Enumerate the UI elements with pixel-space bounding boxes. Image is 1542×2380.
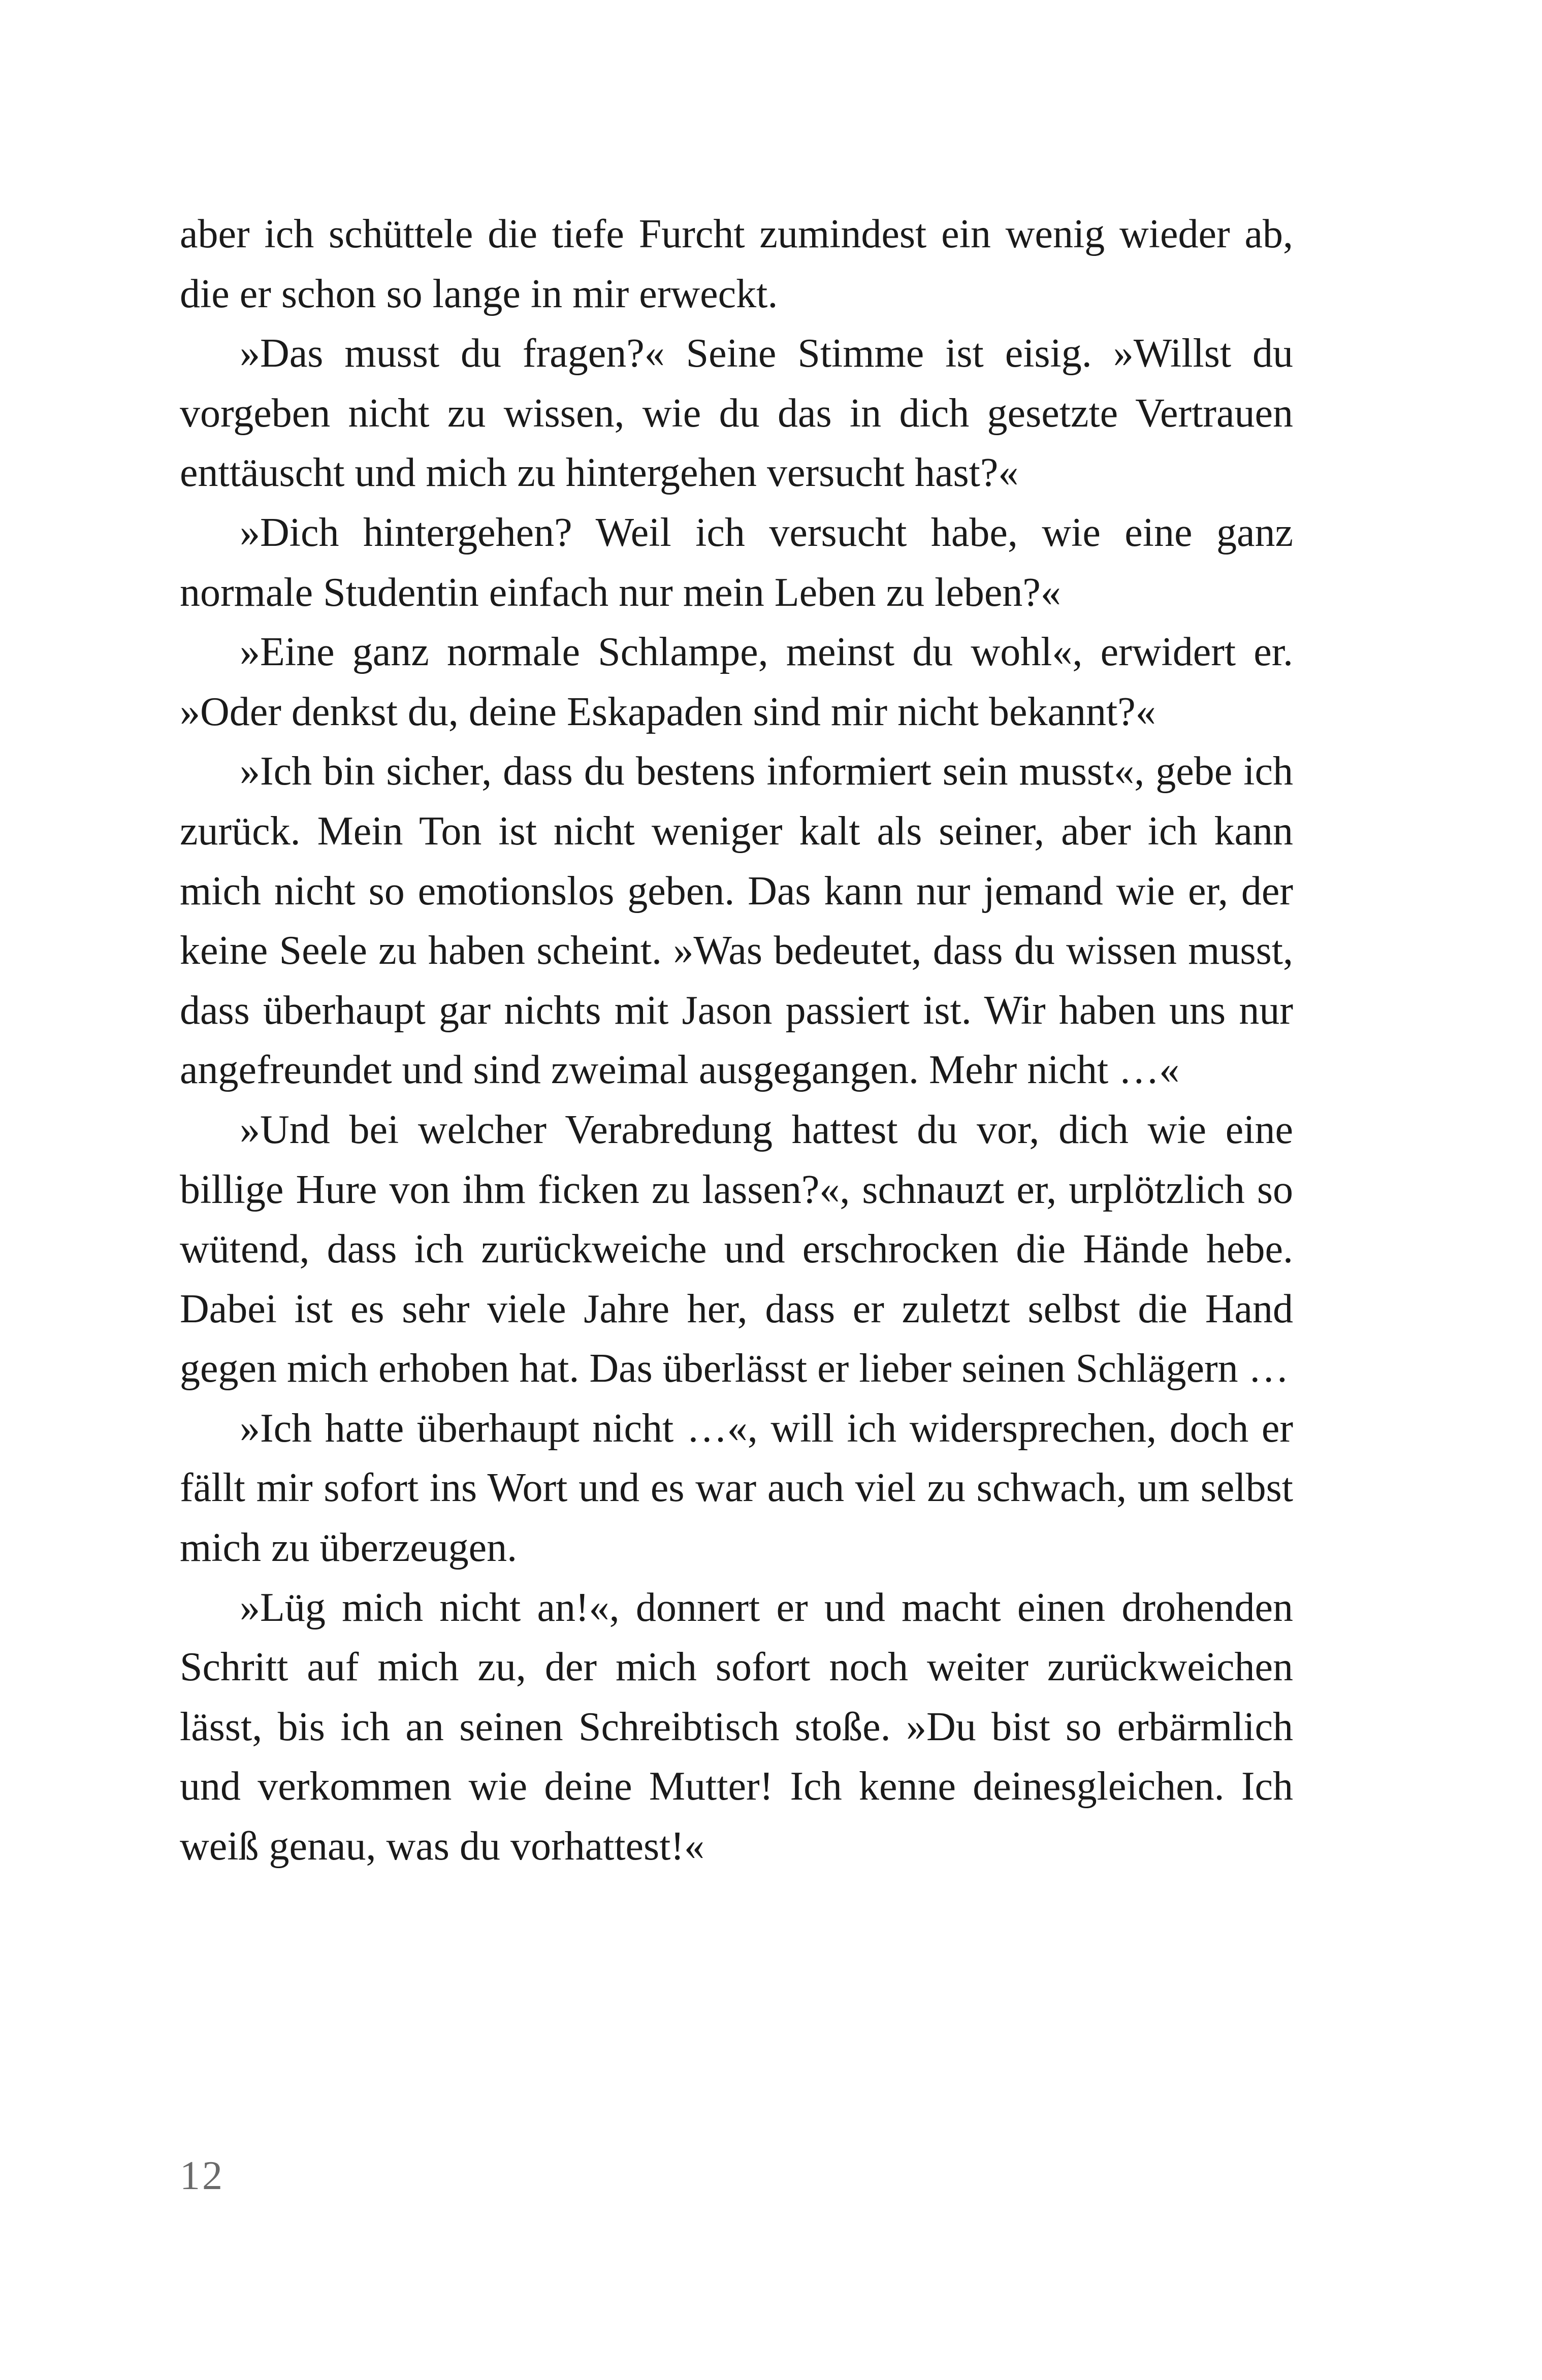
body-text bbox=[180, 205, 1293, 1877]
paragraph-7: »Ich hatte überhaupt nicht …«, will ich widersprechen, doch er fällt mir sofort ins Wort und es war auch viel zu schwach, um selbst mich zu überzeugen. bbox=[180, 1406, 1293, 1571]
paragraph-6: »Und bei welcher Verabredung hattest du vor, dich wie eine billige Hure von ihm ficken zu lassen?«, schnauzt er, urplötzlich so wütend, dass ich zurückweiche und erschrocken die Hände hebe. Dabei ist es sehr viele Jahre her, dass er zuletzt selbst die Hand gegen mich erhoben hat. Das überlässt er lieber seinen Schlägern … bbox=[180, 1107, 1293, 1391]
paragraph-3: »Dich hintergehen? Weil ich versucht habe, wie eine ganz normale Studentin einfach nur mein Leben zu leben?« bbox=[180, 510, 1293, 615]
paragraph-1: aber ich schüttele die tiefe Furcht zumindest ein wenig wieder ab, die er schon so lange in mir erweckt. bbox=[180, 212, 1293, 316]
paragraph-5: »Ich bin sicher, dass du bestens informiert sein musst«, gebe ich zurück. Mein Ton ist nicht weniger kalt als seiner, aber ich kann mich nicht so emotionslos geben. Das kann nur jemand wie er, der keine Seele zu haben scheint. »Was bedeutet, dass du wissen musst, dass überhaupt gar nichts mit Jason passiert ist. Wir haben uns nur angefreundet und sind zweimal ausgegangen. Mehr nicht …« bbox=[180, 749, 1293, 1093]
paragraph-4: »Eine ganz normale Schlampe, meinst du wohl«, erwidert er. »Oder denkst du, deine Eskapaden sind mir nicht bekannt?« bbox=[180, 630, 1293, 734]
paragraph-2: »Das musst du fragen?« Seine Stimme ist eisig. »Willst du vorgeben nicht zu wissen, wie du das in dich gesetzte Vertrauen enttäuscht und mich zu hintergehen versucht hast?« bbox=[180, 331, 1293, 496]
paragraph-8: »Lüg mich nicht an!«, donnert er und macht einen drohenden Schritt auf mich zu, der mich sofort noch weiter zurückweichen lässt, bis ich an seinen Schreibtisch stoße. »Du bist so erbärmlich und verkommen wie deine Mutter! Ich kenne deinesgleichen. Ich weiß genau, was du vorhattest!« bbox=[180, 1585, 1293, 1869]
page-number: 12 bbox=[180, 2154, 224, 2198]
